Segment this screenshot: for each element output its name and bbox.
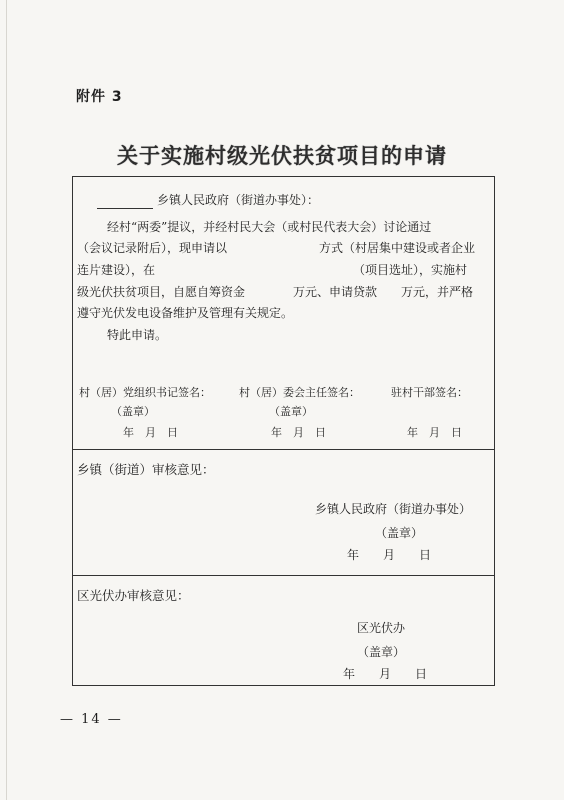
district-pv-seal: （盖章） xyxy=(357,645,406,659)
attachment-label: 附件 3 xyxy=(76,89,123,105)
township-name-blank xyxy=(97,198,153,209)
document-title: 关于实施村级光伏扶贫项目的申请 xyxy=(117,144,447,168)
closing-line: 特此申请。 xyxy=(107,328,168,342)
application-section xyxy=(73,177,494,450)
party-secretary-signature-label: 村（居）党组织书记签名： xyxy=(79,386,211,399)
district-pv-review-label: 区光伏办审核意见： xyxy=(77,588,190,603)
body-line-4: 级光伏扶贫项目，自愿自筹资金 xyxy=(77,285,246,299)
district-pv-authority: 区光伏办 xyxy=(357,621,406,635)
body-line-2: （会议记录附后），现申请以 xyxy=(77,241,228,255)
township-date: 年 月 日 xyxy=(347,548,432,562)
body-line-4b: 万元、申请贷款 xyxy=(293,285,378,299)
committee-director-date: 年 月 日 xyxy=(271,426,326,439)
township-authority: 乡镇人民政府（街道办事处） xyxy=(315,502,472,516)
party-secretary-seal: （盖章） xyxy=(111,405,155,418)
body-line-1: 经村“两委”提议，并经村民大会（或村民代表大会）讨论通过 xyxy=(107,220,432,234)
township-seal: （盖章） xyxy=(375,526,424,540)
body-line-3: 连片建设），在 xyxy=(77,263,156,277)
body-line-2b: 方式（村居集中建设或者企业 xyxy=(319,241,476,255)
page-edge xyxy=(6,0,7,800)
township-review-section xyxy=(73,449,494,576)
party-secretary-date: 年 月 日 xyxy=(123,426,178,439)
body-line-3b: （项目选址），实施村 xyxy=(353,263,468,277)
body-line-4c: 万元，并严格 xyxy=(401,285,474,299)
application-form xyxy=(72,176,495,686)
committee-director-seal: （盖章） xyxy=(269,405,313,418)
body-line-5: 遵守光伏发电设备维护及管理有关规定。 xyxy=(77,306,294,320)
district-pv-review-section xyxy=(73,575,494,685)
township-review-label: 乡镇（街道）审核意见： xyxy=(77,462,215,477)
resident-cadre-signature-label: 驻村干部签名： xyxy=(391,386,468,399)
page-number: — 14 — xyxy=(60,712,123,727)
addressee: 乡镇人民政府（街道办事处）： xyxy=(157,193,320,207)
committee-director-signature-label: 村（居）委会主任签名： xyxy=(239,386,360,399)
district-pv-date: 年 月 日 xyxy=(343,667,428,681)
resident-cadre-date: 年 月 日 xyxy=(407,426,462,439)
